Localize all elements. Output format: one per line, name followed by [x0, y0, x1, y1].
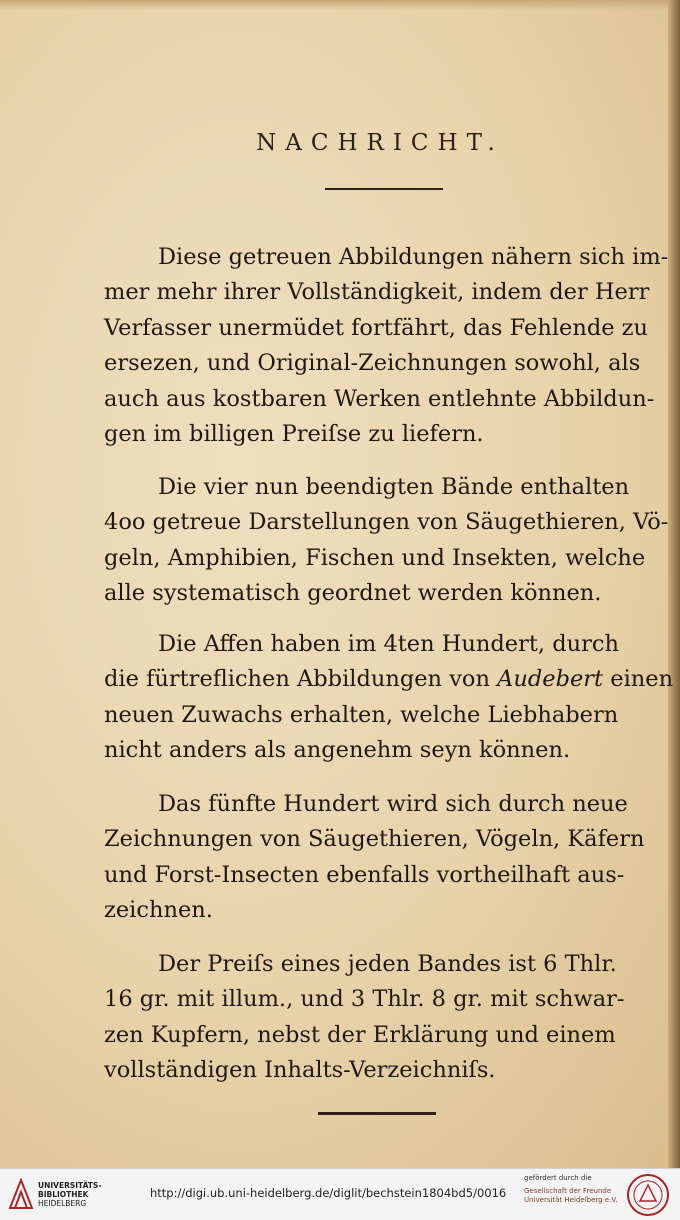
paragraph-line: Die Affen haben im 4ten Hundert, durch [158, 631, 619, 657]
paragraph-line: Diese getreuen Abbildungen nähern sich im- [158, 244, 669, 270]
paragraph-line: vollständigen Inhalts-Verzeichniſs. [104, 1057, 496, 1084]
paragraph-line [104, 662, 674, 697]
paragraph-4 [104, 787, 656, 929]
paragraph-line: 4oo getreue Darstellungen von Säugethieren, Vö- [104, 509, 669, 536]
funding-org-line: Gesellschaft der Freunde [524, 1187, 612, 1195]
library-logo-icon [8, 1178, 34, 1210]
permalink-url[interactable]: http://digi.ub.uni-heidelberg.de/diglit/bechstein1804bd5/0016 [150, 1186, 507, 1200]
paragraph-2 [104, 470, 669, 612]
paragraph-line: mer mehr ihrer Vollständigkeit, indem der Herr [104, 279, 650, 306]
paragraph-line: 16 gr. mit illum., und 3 Thlr. 8 gr. mit schwar- [104, 986, 625, 1013]
paragraph-1 [104, 240, 669, 452]
paragraph-5 [104, 947, 656, 1089]
page-title: NACHRICHT. [256, 130, 504, 156]
paragraph-line: ersezen, und Original-Zeichnungen sowohl, als [104, 350, 641, 377]
paragraph-line: Verfasser unermüdet fortfährt, das Fehlende zu [104, 314, 649, 341]
paragraph-text: einen [610, 666, 674, 693]
paragraph-line: Die vier nun beendigten Bände enthalten [158, 474, 630, 500]
paragraph-line: zen Kupfern, nebst der Erklärung und einem [104, 1021, 616, 1048]
title-rule [325, 188, 443, 190]
funding-organization [524, 1187, 617, 1205]
library-name [38, 1181, 101, 1208]
paragraph-line: Der Preiſs eines jeden Bandes ist 6 Thlr. [158, 951, 617, 977]
library-name-line: HEIDELBERG [38, 1199, 87, 1208]
author-name-italic: Audebert [497, 666, 604, 693]
paragraph-line: alle systematisch geordnet werden können. [104, 580, 602, 607]
paragraph-line: Zeichnungen von Säugethieren, Vögeln, Käfern [104, 826, 645, 853]
paragraph-line: gen im billigen Preiſse zu liefern. [104, 420, 484, 447]
funding-org-line: Universität Heidelberg e.V. [524, 1196, 618, 1204]
paragraph-line: neuen Zuwachs erhalten, welche Liebhabern [104, 701, 619, 728]
page-binding-edge [668, 0, 680, 1168]
university-seal-icon [626, 1173, 670, 1217]
paragraph-line: geln, Amphibien, Fischen und Insekten, welche [104, 544, 646, 571]
closing-rule [318, 1112, 436, 1115]
paragraph-line: nicht anders als angenehm seyn können. [104, 737, 571, 764]
library-name-line: UNIVERSITÄTS- [38, 1181, 102, 1190]
page-top-edge [0, 0, 680, 10]
paragraph-text: die fürtreflichen Abbildungen von [104, 666, 490, 693]
paragraph-line: zeichnen. [104, 897, 213, 924]
paragraph-line: Das fünfte Hundert wird sich durch neue [158, 791, 628, 817]
viewer-footer [0, 1168, 680, 1220]
paragraph-line: auch aus kostbaren Werken entlehnte Abbildun- [104, 385, 655, 412]
paragraph-3 [104, 627, 674, 769]
paragraph-line: und Forst-Insecten ebenfalls vortheilhaft aus- [104, 861, 625, 888]
library-name-line: BIBLIOTHEK [38, 1190, 89, 1199]
funding-label: gefördert durch die [524, 1174, 592, 1182]
